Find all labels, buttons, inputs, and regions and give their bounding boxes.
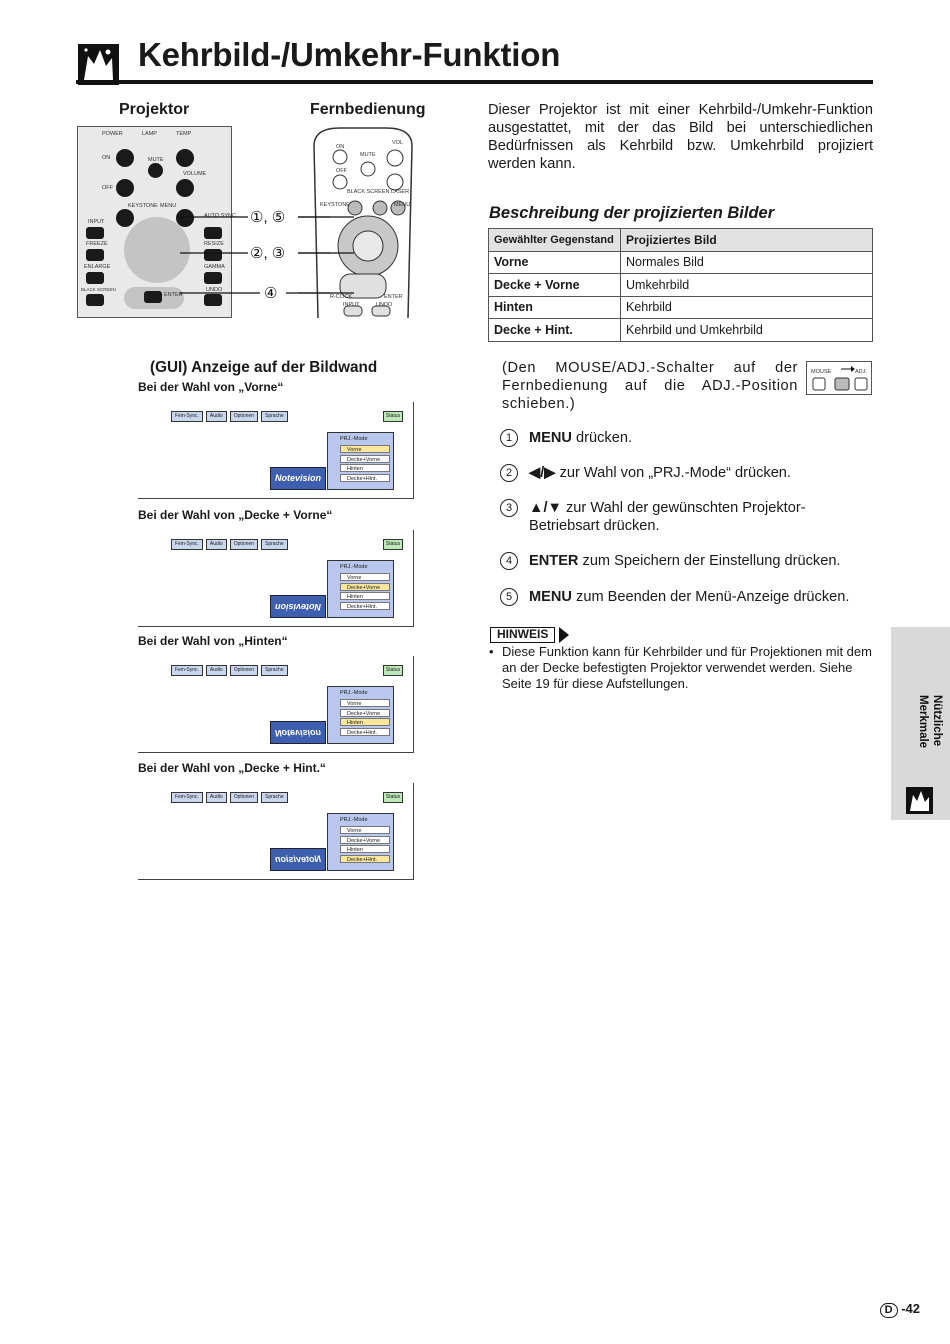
table-cell: Decke + Hint. (489, 319, 621, 342)
freeze-label: FREEZE (86, 241, 108, 247)
gui-prj-item: Vorne (340, 826, 390, 834)
step-rest: zur Wahl von „PRJ.-Mode“ drücken. (555, 465, 791, 481)
table-cell: Kehrbild (621, 296, 873, 319)
remote-rclick-label: R-CLICK (330, 294, 353, 300)
freeze-button (86, 249, 104, 261)
note-text: Diese Funktion kann für Kehrbilder und für Projektionen mit dem an der Decke befestigten Projektor verwendet werden. Siehe Seite 19 für diese Aufstellungen. (502, 644, 872, 691)
remote-off-label: OFF (336, 168, 347, 174)
gui-prj-item: Decke+Hint. (340, 474, 390, 482)
gui-tab: Fein-Sync. (171, 792, 203, 803)
step-number: 4 (500, 552, 518, 570)
volume-label: VOLUME (183, 171, 207, 177)
step-text (529, 499, 874, 535)
step-item (500, 588, 875, 624)
gui-prj-item: Hinten (340, 592, 390, 600)
step-key: ENTER (529, 553, 579, 569)
step-item (500, 464, 875, 500)
step-rest: zur Wahl der gewünschten Projektor-Betriebsart drücken. (529, 500, 806, 534)
table-cell: Umkehrbild (621, 274, 873, 297)
lamp-label: LAMP (142, 131, 157, 137)
gui-screen (138, 530, 414, 627)
gui-prj-title: PRJ.-Mode (340, 436, 368, 442)
table-cell: Vorne (489, 251, 621, 274)
table-row (489, 274, 873, 297)
step-key: MENU (529, 430, 572, 446)
hinweis-arrow-icon (559, 627, 569, 643)
side-tab-icon (906, 787, 933, 814)
temp-label: TEMP (176, 131, 192, 137)
table-row (489, 319, 873, 342)
gui-screen (138, 402, 414, 499)
remote-input-label: INPUT (343, 302, 360, 308)
table-row (489, 251, 873, 274)
remote-mute-label: MUTE (360, 152, 376, 158)
gui-menubar (171, 539, 288, 550)
gui-menubar (171, 665, 288, 676)
table-header-row (489, 229, 873, 252)
step-rest: zum Beenden der Menü-Anzeige drücken. (571, 589, 850, 605)
gui-tab: Audio (206, 665, 227, 676)
table-header: Gewählter Gegenstand (489, 229, 621, 252)
gui-logo: Notevision (270, 595, 326, 618)
step-key: ◀/▶ (529, 465, 556, 481)
power-label: POWER (102, 131, 123, 137)
step-number: 5 (500, 588, 518, 606)
input-label: INPUT (88, 219, 105, 225)
remote-enter-label: ENTER (384, 294, 403, 300)
bullet: • (489, 644, 494, 659)
black-screen-label: BLACK SCREEN (81, 287, 116, 292)
remote-keystone-label: KEYSTONE (320, 202, 350, 208)
step-item (500, 499, 875, 535)
gui-status: Status (383, 665, 403, 676)
remote-menu-label: MENU (394, 202, 411, 208)
step-text (529, 464, 874, 482)
mouse-switch-icon (806, 361, 872, 395)
resize-label: RESIZE (204, 241, 224, 247)
remote-on-label: ON (336, 144, 345, 150)
gui-prj-title: PRJ.-Mode (340, 564, 368, 570)
enlarge-label: ENLARGE (84, 264, 111, 270)
page-title: Kehrbild-/Umkehr-Funktion (138, 36, 561, 73)
image-table (488, 228, 873, 342)
keystone-button (116, 209, 134, 227)
gui-prj-title: PRJ.-Mode (340, 817, 368, 823)
gui-tab: Fein-Sync. (171, 411, 203, 422)
gui-caption: Bei der Wahl von „Decke + Hint.“ (138, 761, 326, 775)
gui-prj-item: Decke+Hint. (340, 855, 390, 863)
gui-tab: Optionen (230, 665, 258, 676)
gui-logo: Notevision (270, 721, 326, 744)
gui-tab: Optionen (230, 792, 258, 803)
on-label: ON (102, 155, 111, 161)
keystone-label: KEYSTONE (128, 203, 158, 209)
remote-black-screen-label: BLACK SCREEN LASER (347, 189, 410, 195)
gui-tab: Optionen (230, 411, 258, 422)
mouse-switch-drawing (811, 366, 869, 394)
volume-down-button (176, 179, 194, 197)
step-item (500, 429, 875, 465)
side-tab (891, 627, 950, 820)
gui-tab: Sprache (261, 792, 288, 803)
step-text (529, 429, 874, 447)
gui-tab: Optionen (230, 539, 258, 550)
side-tab-label: Nützliche Merkmale (917, 695, 943, 749)
gui-prj-item: Decke+Vorne (340, 836, 390, 844)
gui-tab: Audio (206, 539, 227, 550)
enter-button (144, 291, 162, 303)
gui-prj-item: Decke+Vorne (340, 709, 390, 717)
gui-heading: (GUI) Anzeige auf der Bildwand (150, 359, 378, 376)
step-number: 1 (500, 429, 518, 447)
step-text (529, 588, 874, 606)
gui-menubar (171, 411, 288, 422)
gui-status: Status (383, 792, 403, 803)
mouse-switch-mouse-label: MOUSE (811, 369, 832, 375)
off-label: OFF (102, 185, 113, 191)
gui-prj-item: Hinten (340, 718, 390, 726)
hinweis-label: HINWEIS (490, 627, 555, 643)
intro-text: Dieser Projektor ist mit einer Kehrbild-/Umkehr-Funktion ausgestattet, mit der das Bild bei unterschiedlichen Bedürfnissen als Kehrbild bzw. Umkehrbild projiziert werden kann. (488, 102, 873, 172)
gui-tab: Sprache (261, 539, 288, 550)
gui-prj-item: Decke+Hint. (340, 728, 390, 736)
gui-menubar (171, 792, 288, 803)
hinweis-badge (489, 627, 579, 643)
gui-caption: Bei der Wahl von „Decke + Vorne“ (138, 508, 333, 522)
table-row (489, 296, 873, 319)
callout-4: ④ (264, 285, 278, 302)
table-cell: Decke + Vorne (489, 274, 621, 297)
gui-status: Status (383, 539, 403, 550)
step-number: 2 (500, 464, 518, 482)
step-item (500, 552, 875, 588)
gui-caption: Bei der Wahl von „Vorne“ (138, 380, 284, 394)
gui-prj-menu (327, 686, 394, 744)
gui-tab: Audio (206, 792, 227, 803)
page-prefix: D (880, 1303, 898, 1318)
on-button (116, 149, 134, 167)
gui-logo: Notevision (270, 467, 326, 490)
remote-vol-label: VOL (392, 140, 404, 146)
gui-caption: Bei der Wahl von „Hinten“ (138, 634, 288, 648)
step-rest: zum Speichern der Einstellung drücken. (578, 553, 841, 569)
title-rule (76, 80, 873, 84)
auto-sync-label: AUTO SYNC (204, 213, 236, 219)
volume-up-button (176, 149, 194, 167)
undo-label: UNDO (206, 287, 223, 293)
gui-prj-item: Decke+Vorne (340, 583, 390, 591)
gui-prj-item: Vorne (340, 573, 390, 581)
gui-logo: Notevision (270, 848, 326, 871)
gui-tab: Sprache (261, 411, 288, 422)
remote-undo-label: UNDO (376, 302, 393, 308)
gui-tab: Sprache (261, 665, 288, 676)
gui-prj-menu (327, 560, 394, 618)
input-button (86, 227, 104, 239)
section-heading: Beschreibung der projizierten Bilder (489, 204, 775, 222)
step-key: ▲/▼ (529, 500, 562, 516)
mute-label: MUTE (148, 157, 164, 163)
gui-tab: Audio (206, 411, 227, 422)
mute-button (148, 163, 163, 178)
gui-prj-item: Hinten (340, 464, 390, 472)
mouse-switch-adj-label: ADJ. (855, 369, 867, 375)
gui-prj-menu (327, 813, 394, 871)
off-button (116, 179, 134, 197)
gui-screen (138, 783, 414, 880)
menu-label: MENU (160, 203, 177, 209)
table-cell: Normales Bild (621, 251, 873, 274)
callout-2-3: ②, ③ (250, 245, 286, 262)
gui-prj-menu (327, 432, 394, 490)
gui-prj-item: Vorne (340, 699, 390, 707)
table-cell: Hinten (489, 296, 621, 319)
callout-1-5: ①, ⑤ (250, 209, 286, 226)
callout-lines-right (298, 205, 358, 305)
remote-label: Fernbedienung (310, 101, 426, 118)
gui-tab: Fein-Sync. (171, 665, 203, 676)
step-key: MENU (529, 589, 572, 605)
table-header: Projiziertes Bild (621, 229, 873, 252)
black-screen-button (86, 294, 104, 306)
enlarge-button (86, 272, 104, 284)
step-text (529, 552, 874, 570)
step-rest: drücken. (571, 430, 633, 446)
gui-prj-item: Hinten (340, 845, 390, 853)
section-icon (78, 44, 119, 85)
page-number-value: -42 (901, 1301, 920, 1316)
gamma-label: GAMMA (204, 264, 225, 270)
gui-prj-item: Vorne (340, 445, 390, 453)
page-number (880, 1301, 920, 1318)
step-number: 3 (500, 499, 518, 517)
gui-screen (138, 656, 414, 753)
gui-prj-title: PRJ.-Mode (340, 690, 368, 696)
gui-prj-item: Decke+Vorne (340, 455, 390, 463)
gui-prj-item: Decke+Hint. (340, 602, 390, 610)
projector-label: Projektor (119, 101, 190, 118)
table-cell: Kehrbild und Umkehrbild (621, 319, 873, 342)
gui-tab: Fein-Sync. (171, 539, 203, 550)
gui-status: Status (383, 411, 403, 422)
enter-label: ENTER (164, 292, 183, 298)
mouse-note: (Den MOUSE/ADJ.-Schalter auf der Fernbedienung auf die ADJ.-Position schieben.) (502, 360, 798, 412)
